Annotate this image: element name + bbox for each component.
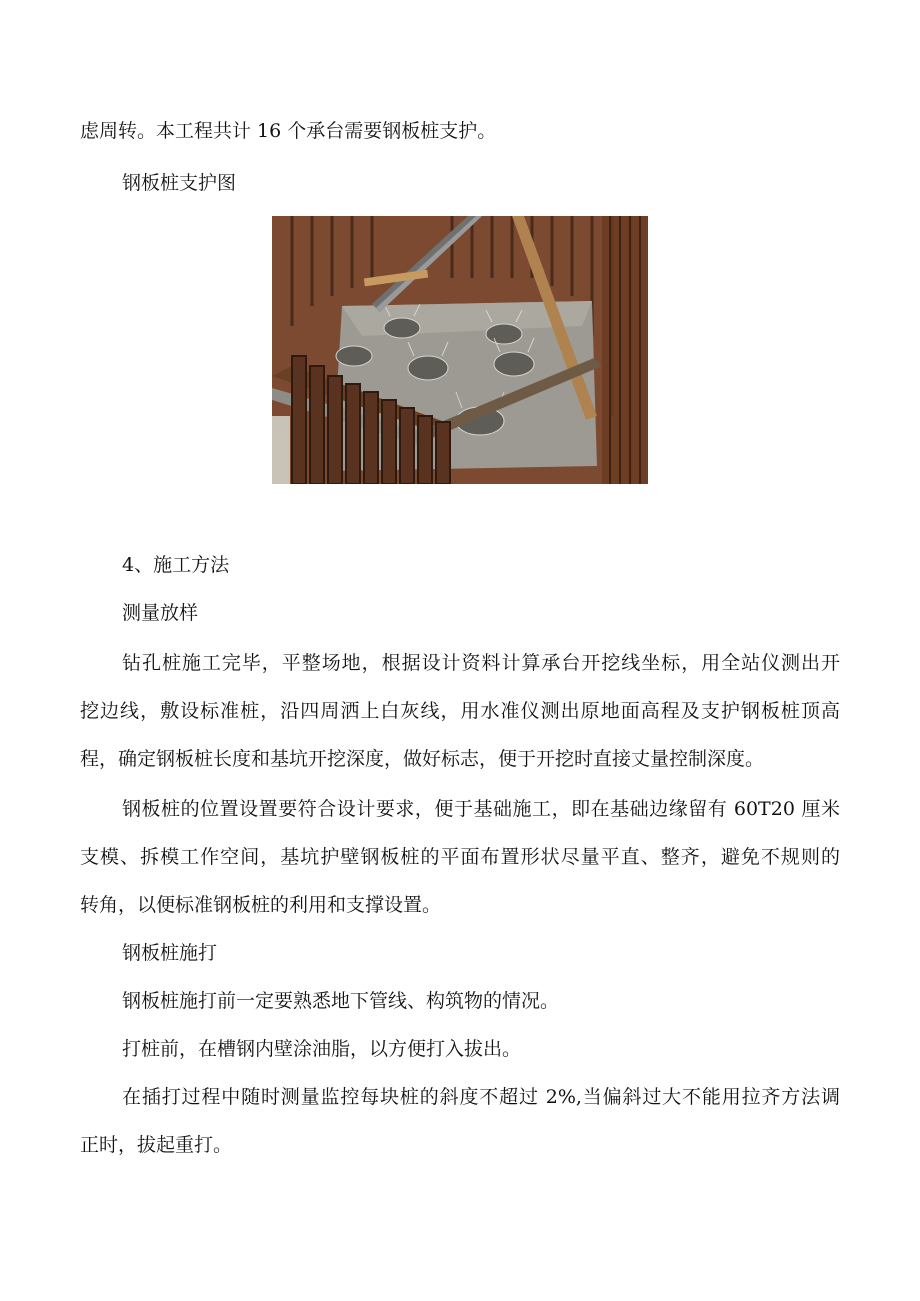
steel-sheet-pile-photo [272, 216, 648, 484]
paragraph-position-line: 转角，以便标准钢板桩的利用和支撑设置。 [80, 894, 442, 916]
paragraph-monitoring-line: 在插打过程中随时测量监控每块桩的斜度不超过 2%,当偏斜过大不能用拉齐方法调 [122, 1086, 840, 1108]
figure-caption: 钢板桩支护图 [122, 172, 237, 194]
section-heading: 4、施工方法 [122, 554, 230, 576]
paragraph-survey-line: 钻孔桩施工完毕，平整场地，根据设计资料计算承台开挖线坐标，用全站仪测出开 [122, 652, 840, 674]
paragraph-survey-line: 挖边线，敷设标准桩，沿四周洒上白灰线，用水准仪测出原地面高程及支护钢板桩顶高 [80, 700, 840, 722]
paragraph-monitoring-line: 正时，拔起重打。 [80, 1134, 233, 1156]
subheading-driving: 钢板桩施打 [122, 942, 218, 964]
paragraph-position-line: 钢板桩的位置设置要符合设计要求，便于基础施工，即在基础边缘留有 60T20 厘米 [122, 798, 840, 820]
paragraph-survey-line: 程，确定钢板桩长度和基坑开挖深度，做好标志，便于开挖时直接丈量控制深度。 [80, 748, 765, 770]
subheading-survey: 测量放样 [122, 602, 199, 624]
paragraph-driving-prep: 钢板桩施打前一定要熟悉地下管线、构筑物的情况。 [122, 990, 560, 1012]
paragraph-position-line: 支模、拆模工作空间，基坑护壁钢板桩的平面布置形状尽量平直、整齐，避免不规则的 [80, 846, 840, 868]
paragraph-continuation: 虑周转。本工程共计 16 个承台需要钢板桩支护。 [80, 120, 497, 142]
paragraph-grease: 打桩前，在槽钢内壁涂油脂，以方便打入拔出。 [122, 1038, 522, 1060]
